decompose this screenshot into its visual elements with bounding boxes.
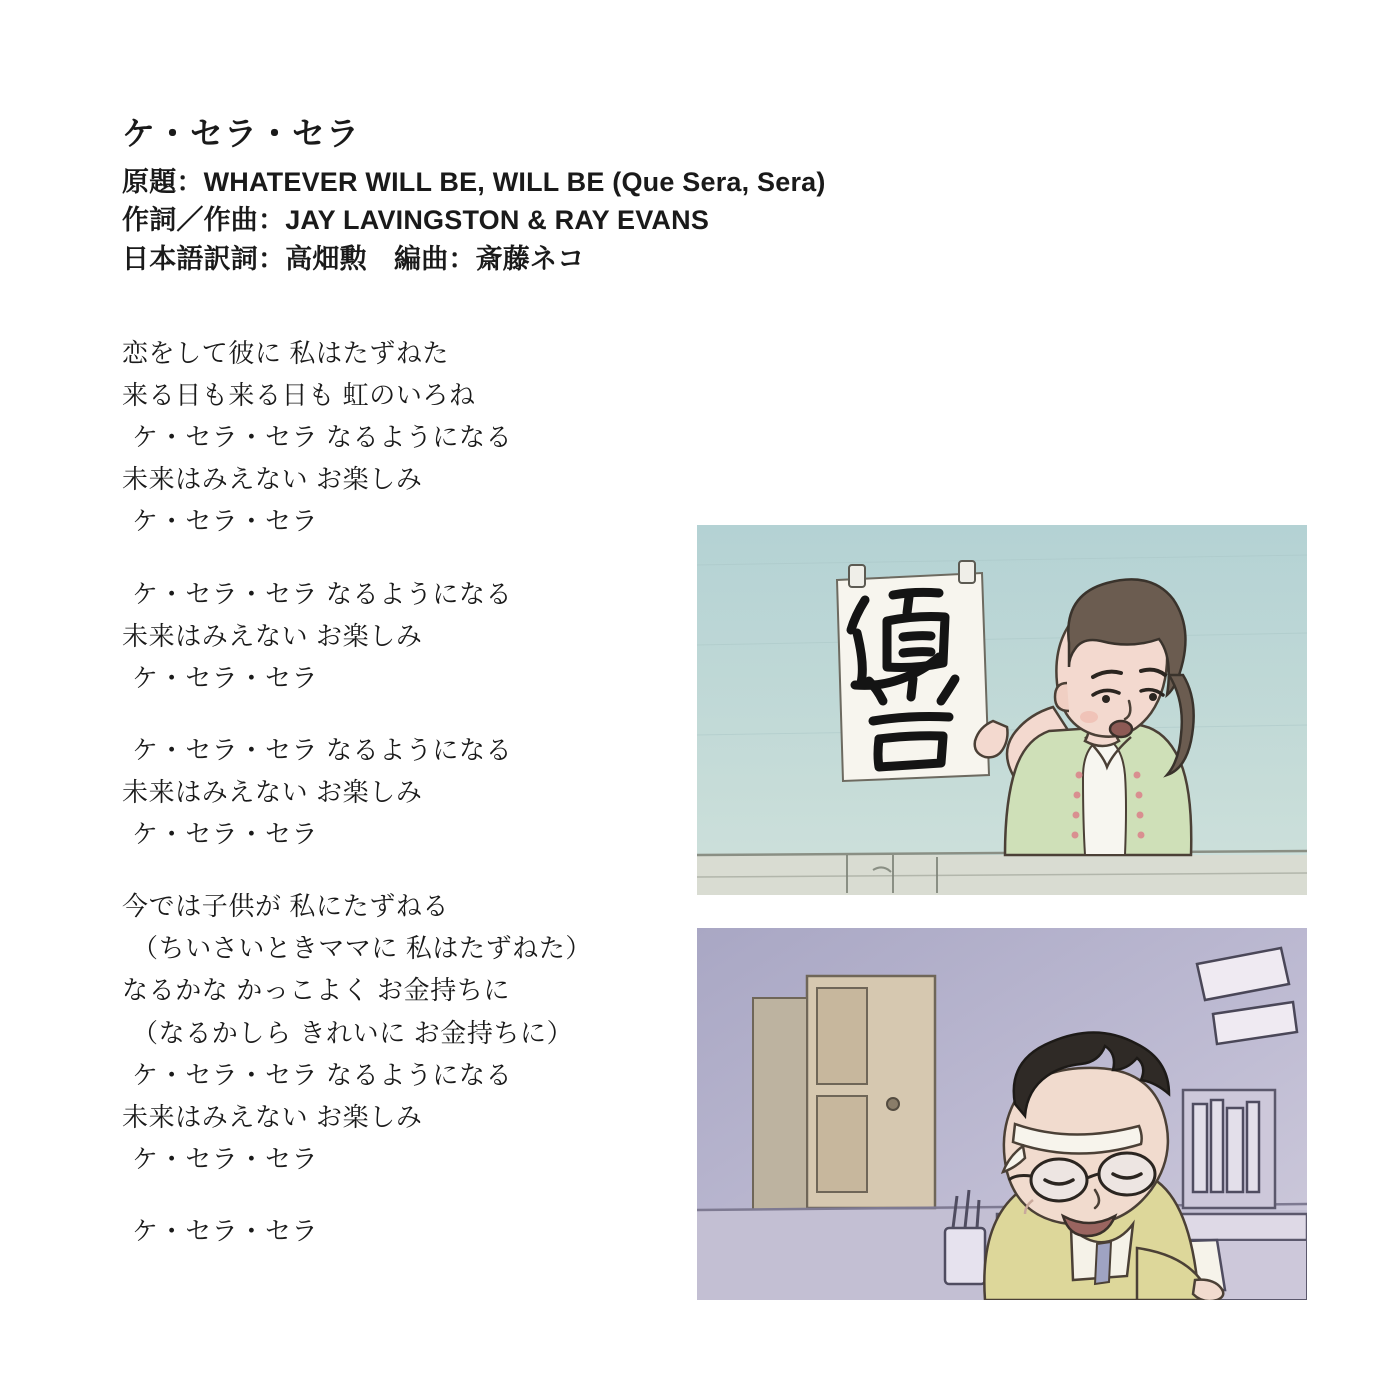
illustration-man-sleeping-at-desk	[697, 928, 1307, 1300]
lyric-line: ケ・セラ・セラ	[132, 662, 319, 693]
lyric-line: 来る日も来る日も 虹のいろね	[122, 380, 476, 411]
lyric-line: ケ・セラ・セラ	[132, 1215, 319, 1246]
header	[122, 112, 1022, 279]
illustration-woman-holding-sign	[697, 525, 1307, 895]
lyric-line: ケ・セラ・セラ	[132, 506, 319, 537]
lyrics-body	[122, 332, 722, 1252]
lyric-line: ケ・セラ・セラ	[132, 819, 319, 850]
lyric-line: ケ・セラ・セラ	[132, 1143, 319, 1174]
lyric-line: 未来はみえない お楽しみ	[122, 464, 423, 495]
lyric-line: ケ・セラ・セラ なるようになる	[132, 422, 513, 453]
lyric-line: （ちいさいときママに 私はたずねた）	[132, 933, 593, 964]
lyric-stanza	[122, 573, 722, 699]
lyric-line: 未来はみえない お楽しみ	[122, 776, 423, 807]
lyric-line: （なるかしら きれいに お金持ちに）	[132, 1017, 574, 1048]
translator-credit: 日本語訳詞：高畑勲 編曲：斎藤ネコ	[122, 244, 585, 275]
lyric-stanza	[122, 729, 722, 855]
original-title: 原題：WHATEVER WILL BE, WILL BE (Que Sera, Sera)	[122, 166, 826, 197]
lyric-stanza	[122, 332, 722, 543]
lyric-line: ケ・セラ・セラ なるようになる	[132, 734, 513, 765]
lyric-line: 未来はみえない お楽しみ	[122, 620, 423, 651]
lyric-line: なるかな かっこよく お金持ちに	[122, 975, 511, 1006]
lyric-line: 未来はみえない お楽しみ	[122, 1101, 423, 1132]
lyric-line: 恋をして彼に 私はたずねた	[122, 338, 450, 368]
page-title: ケ・セラ・セラ	[122, 115, 360, 152]
lyric-stanza	[122, 885, 722, 1180]
lyric-stanza	[122, 1210, 722, 1252]
lyric-line: ケ・セラ・セラ なるようになる	[132, 578, 513, 609]
writers-credit: 作詞／作曲：JAY LAVINGSTON & RAY EVANS	[122, 205, 710, 236]
lyric-line: ケ・セラ・セラ なるようになる	[132, 1059, 513, 1090]
lyric-line: 今では子供が 私にたずねる	[122, 891, 450, 922]
